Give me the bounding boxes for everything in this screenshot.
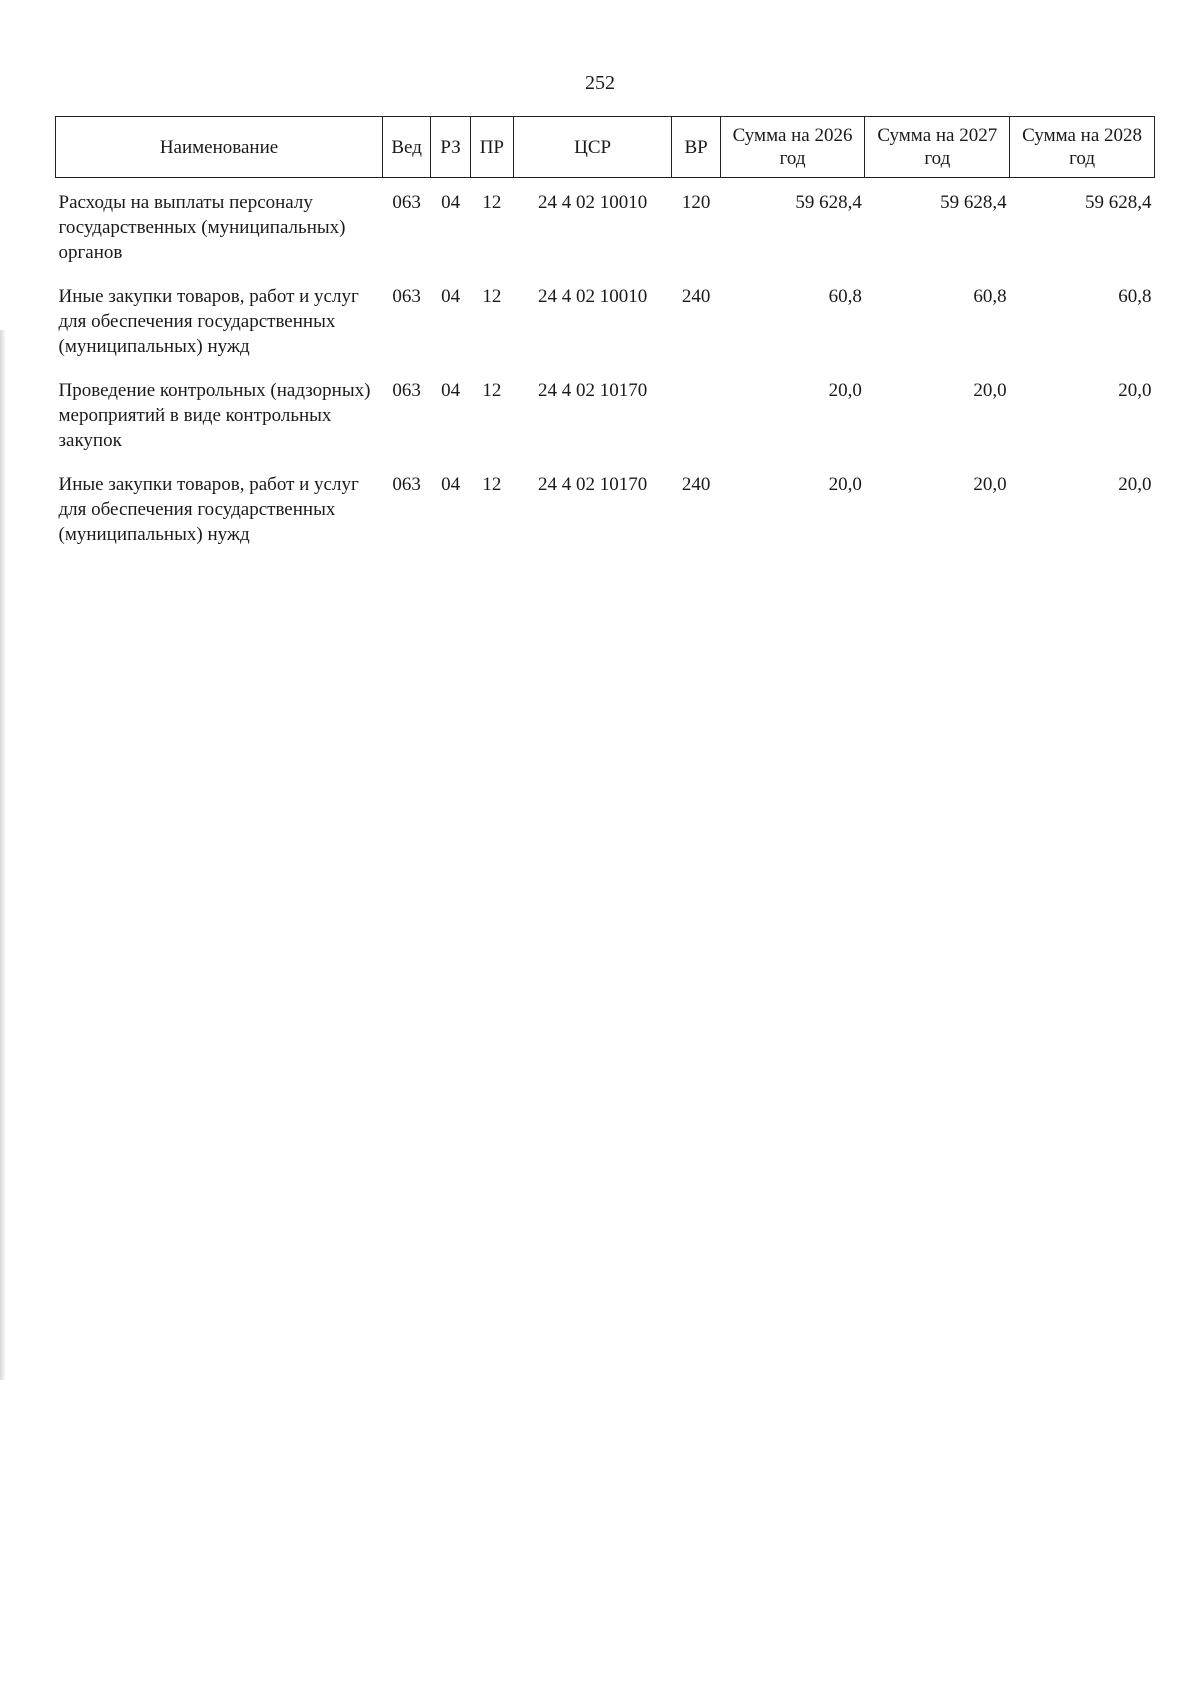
- header-sum-2027: Сумма на 2027 год: [865, 117, 1010, 178]
- cell-sum-2027: 20,0: [973, 380, 1007, 401]
- header-ved: Вед: [383, 117, 431, 178]
- cell-sum-2026: 59 628,4: [795, 192, 862, 213]
- table-row: [56, 366, 1155, 460]
- header-pr: ПР: [470, 117, 513, 178]
- cell-vr: 240: [681, 474, 711, 495]
- header-vr: ВР: [672, 117, 720, 178]
- table-row: [56, 178, 1155, 273]
- cell-pr: 12: [482, 192, 502, 213]
- cell-vr: [672, 366, 720, 460]
- cell-name: Иные закупки товаров, работ и услуг для обеспечения государственных (муниципальных) нужд: [58, 286, 359, 357]
- header-name: Наименование: [56, 117, 383, 178]
- cell-sum-2028: 59 628,4: [1085, 192, 1152, 213]
- table-header: [56, 117, 1155, 178]
- cell-rz: 04: [441, 380, 461, 401]
- scan-edge-shadow: [0, 330, 6, 1380]
- cell-pr: 12: [482, 474, 502, 495]
- cell-sum-2026: 60,8: [828, 286, 862, 307]
- cell-sum-2026: 20,0: [828, 474, 862, 495]
- cell-vr: 120: [681, 192, 711, 213]
- header-sum-2028: Сумма на 2028 год: [1010, 117, 1155, 178]
- cell-ved: 063: [392, 380, 421, 401]
- cell-sum-2028: 20,0: [1118, 474, 1152, 495]
- table-body: [56, 178, 1155, 555]
- header-rz: РЗ: [431, 117, 471, 178]
- header-csr: ЦСР: [513, 117, 672, 178]
- cell-pr: 12: [482, 286, 502, 307]
- cell-sum-2027: 59 628,4: [940, 192, 1007, 213]
- cell-name: Иные закупки товаров, работ и услуг для обеспечения государственных (муниципальных) нужд: [58, 474, 359, 545]
- cell-ved: 063: [392, 192, 421, 213]
- header-row: [56, 117, 1155, 178]
- cell-sum-2027: 20,0: [973, 474, 1007, 495]
- cell-ved: 063: [392, 286, 421, 307]
- cell-csr: 24 4 02 10010: [537, 192, 648, 213]
- cell-rz: 04: [441, 474, 461, 495]
- cell-csr: 24 4 02 10170: [537, 474, 648, 495]
- cell-vr: 240: [681, 286, 711, 307]
- cell-sum-2026: 20,0: [828, 380, 862, 401]
- cell-rz: 04: [441, 192, 461, 213]
- page-number: 252: [585, 72, 615, 94]
- cell-sum-2027: 60,8: [973, 286, 1007, 307]
- budget-table: [55, 116, 1155, 554]
- cell-ved: 063: [392, 474, 421, 495]
- table-row: [56, 272, 1155, 366]
- cell-pr: 12: [482, 380, 502, 401]
- cell-sum-2028: 20,0: [1118, 380, 1152, 401]
- cell-name: Проведение контрольных (надзорных) мероприятий в виде контрольных закупок: [58, 380, 371, 451]
- cell-csr: 24 4 02 10170: [537, 380, 648, 401]
- table-row: [56, 460, 1155, 554]
- cell-name: Расходы на выплаты персоналу государственных (муниципальных) органов: [58, 192, 346, 263]
- cell-rz: 04: [441, 286, 461, 307]
- cell-csr: 24 4 02 10010: [537, 286, 648, 307]
- header-sum-2026: Сумма на 2026 год: [720, 117, 865, 178]
- cell-sum-2028: 60,8: [1118, 286, 1152, 307]
